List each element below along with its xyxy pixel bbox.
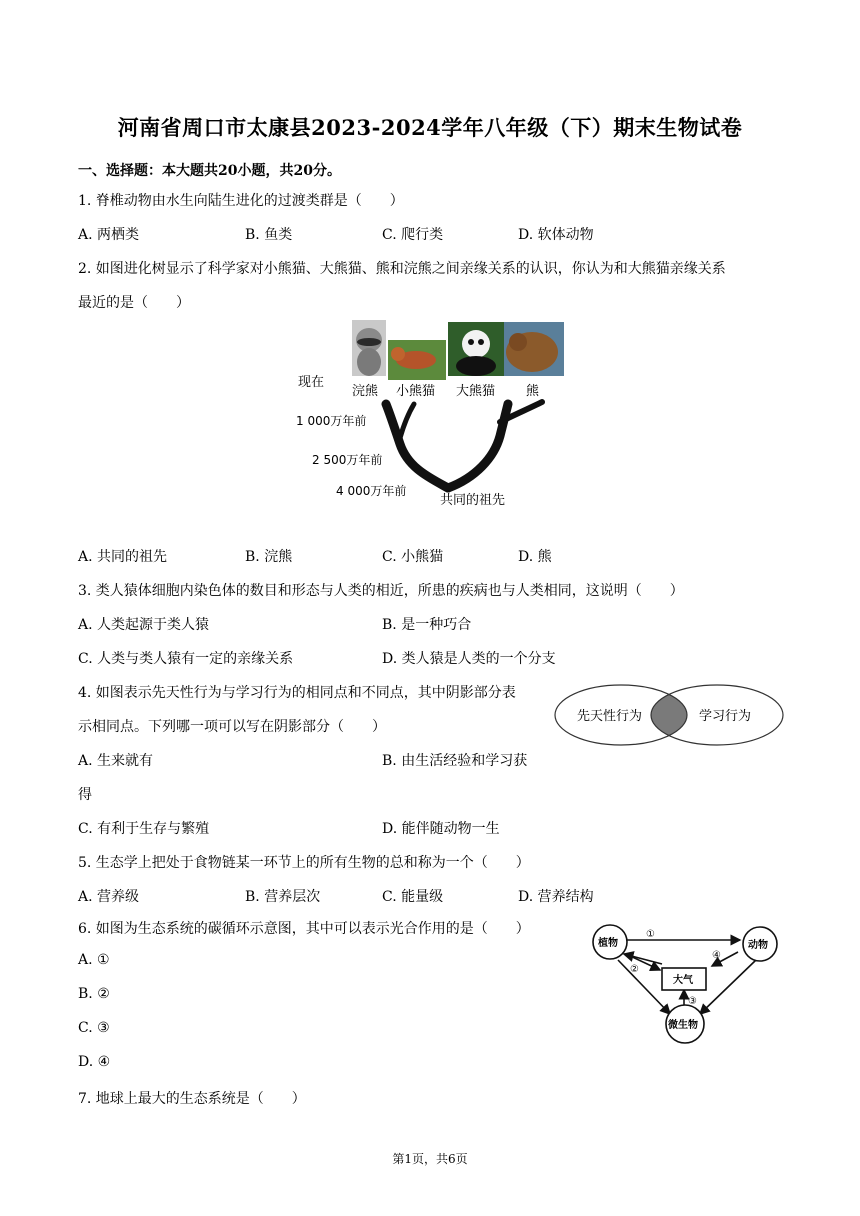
- q4-option-b: B. 由生活经验和学习获: [382, 753, 528, 769]
- q1-option-b: B. 鱼类: [245, 227, 293, 243]
- mark-3: ③: [688, 996, 697, 1007]
- q3-option-a: A. 人类起源于类人猿: [78, 617, 210, 633]
- raccoon-label: 浣熊: [352, 384, 379, 399]
- q6-option-a: A. ①: [78, 952, 110, 968]
- q4-stem-line1: 4. 如图表示先天性行为与学习行为的相同点和不同点，其中阴影部分表: [78, 685, 516, 701]
- q4-stem-line2: 示相同点。下列哪一项可以写在阴影部分（ ）: [78, 719, 386, 735]
- q6-option-b: B. ②: [78, 986, 110, 1002]
- q2-option-a: A. 共同的祖先: [78, 549, 168, 565]
- giant-panda-photo: [448, 322, 504, 376]
- time-label-40m: 4 000万年前: [336, 484, 407, 498]
- common-ancestor-label: 共同的祖先: [440, 493, 506, 508]
- animal-label: 动物: [748, 940, 768, 951]
- q5-option-c: C. 能量级: [382, 889, 444, 905]
- time-label-25m: 2 500万年前: [312, 453, 383, 467]
- section-heading: 一、选择题：本大题共20小题，共20分。: [78, 163, 341, 179]
- q6-option-c: C. ③: [78, 1020, 110, 1036]
- page-footer: 第1页，共6页: [392, 1152, 468, 1166]
- red-panda-photo: [388, 340, 446, 380]
- q6-option-d: D. ④: [78, 1054, 111, 1070]
- q4-option-b-wrap: 得: [78, 787, 92, 803]
- q2-stem-line2: 最近的是（ ）: [78, 295, 190, 311]
- evolution-tree-figure: [290, 318, 580, 518]
- bear-photo: [504, 322, 564, 376]
- q5-stem: 5. 生态学上把处于食物链某一环节上的所有生物的总和称为一个（ ）: [78, 855, 530, 871]
- q2-option-c: C. 小熊猫: [382, 549, 444, 565]
- q3-option-b: B. 是一种巧合: [382, 617, 472, 633]
- q1-stem: 1. 脊椎动物由水生向陆生进化的过渡类群是（ ）: [78, 193, 404, 209]
- bear-label: 熊: [526, 384, 540, 399]
- now-label: 现在: [298, 375, 325, 390]
- carbon-cycle-figure: [588, 920, 784, 1046]
- giant-panda-label: 大熊猫: [456, 384, 496, 399]
- time-label-10m: 1 000万年前: [296, 414, 367, 428]
- q3-option-c: C. 人类与类人猿有一定的亲缘关系: [78, 651, 294, 667]
- raccoon-photo: [352, 320, 386, 376]
- q3-option-d: D. 类人猿是人类的一个分支: [382, 651, 556, 667]
- atmosphere-label: 大气: [673, 975, 693, 986]
- venn-right-label: 学习行为: [699, 709, 752, 724]
- exam-title: 河南省周口市太康县2023-2024学年八年级（下）期末生物试卷: [117, 115, 743, 140]
- microbe-label: 微生物: [668, 1020, 698, 1031]
- behavior-venn-figure: [553, 682, 785, 748]
- q4-option-c: C. 有利于生存与繁殖: [78, 821, 210, 837]
- q2-option-b: B. 浣熊: [245, 549, 293, 565]
- mark-1: ①: [646, 929, 655, 940]
- q4-option-a: A. 生来就有: [78, 753, 154, 769]
- venn-left-label: 先天性行为: [577, 709, 643, 724]
- red-panda-label: 小熊猫: [396, 384, 436, 399]
- evolution-tree-branches: [386, 402, 542, 488]
- mark-2: ②: [630, 964, 639, 975]
- q1-option-c: C. 爬行类: [382, 227, 444, 243]
- q2-option-d: D. 熊: [518, 549, 552, 565]
- q1-option-a: A. 两栖类: [78, 227, 140, 243]
- q2-stem-line1: 2. 如图进化树显示了科学家对小熊猫、大熊猫、熊和浣熊之间亲缘关系的认识，你认为和大熊猫亲缘关系: [78, 261, 726, 277]
- plant-label: 植物: [598, 938, 618, 949]
- q3-stem: 3. 类人猿体细胞内染色体的数目和形态与人类的相近，所患的疾病也与人类相同，这说明（ ）: [78, 583, 684, 599]
- q1-option-d: D. 软体动物: [518, 227, 594, 243]
- mark-4: ④: [712, 950, 721, 961]
- q5-option-b: B. 营养层次: [245, 889, 321, 905]
- q5-option-a: A. 营养级: [78, 889, 140, 905]
- q5-option-d: D. 营养结构: [518, 889, 594, 905]
- q7-stem: 7. 地球上最大的生态系统是（ ）: [78, 1091, 306, 1107]
- q6-stem: 6. 如图为生态系统的碳循环示意图，其中可以表示光合作用的是（ ）: [78, 921, 530, 937]
- q4-option-d: D. 能伴随动物一生: [382, 821, 500, 837]
